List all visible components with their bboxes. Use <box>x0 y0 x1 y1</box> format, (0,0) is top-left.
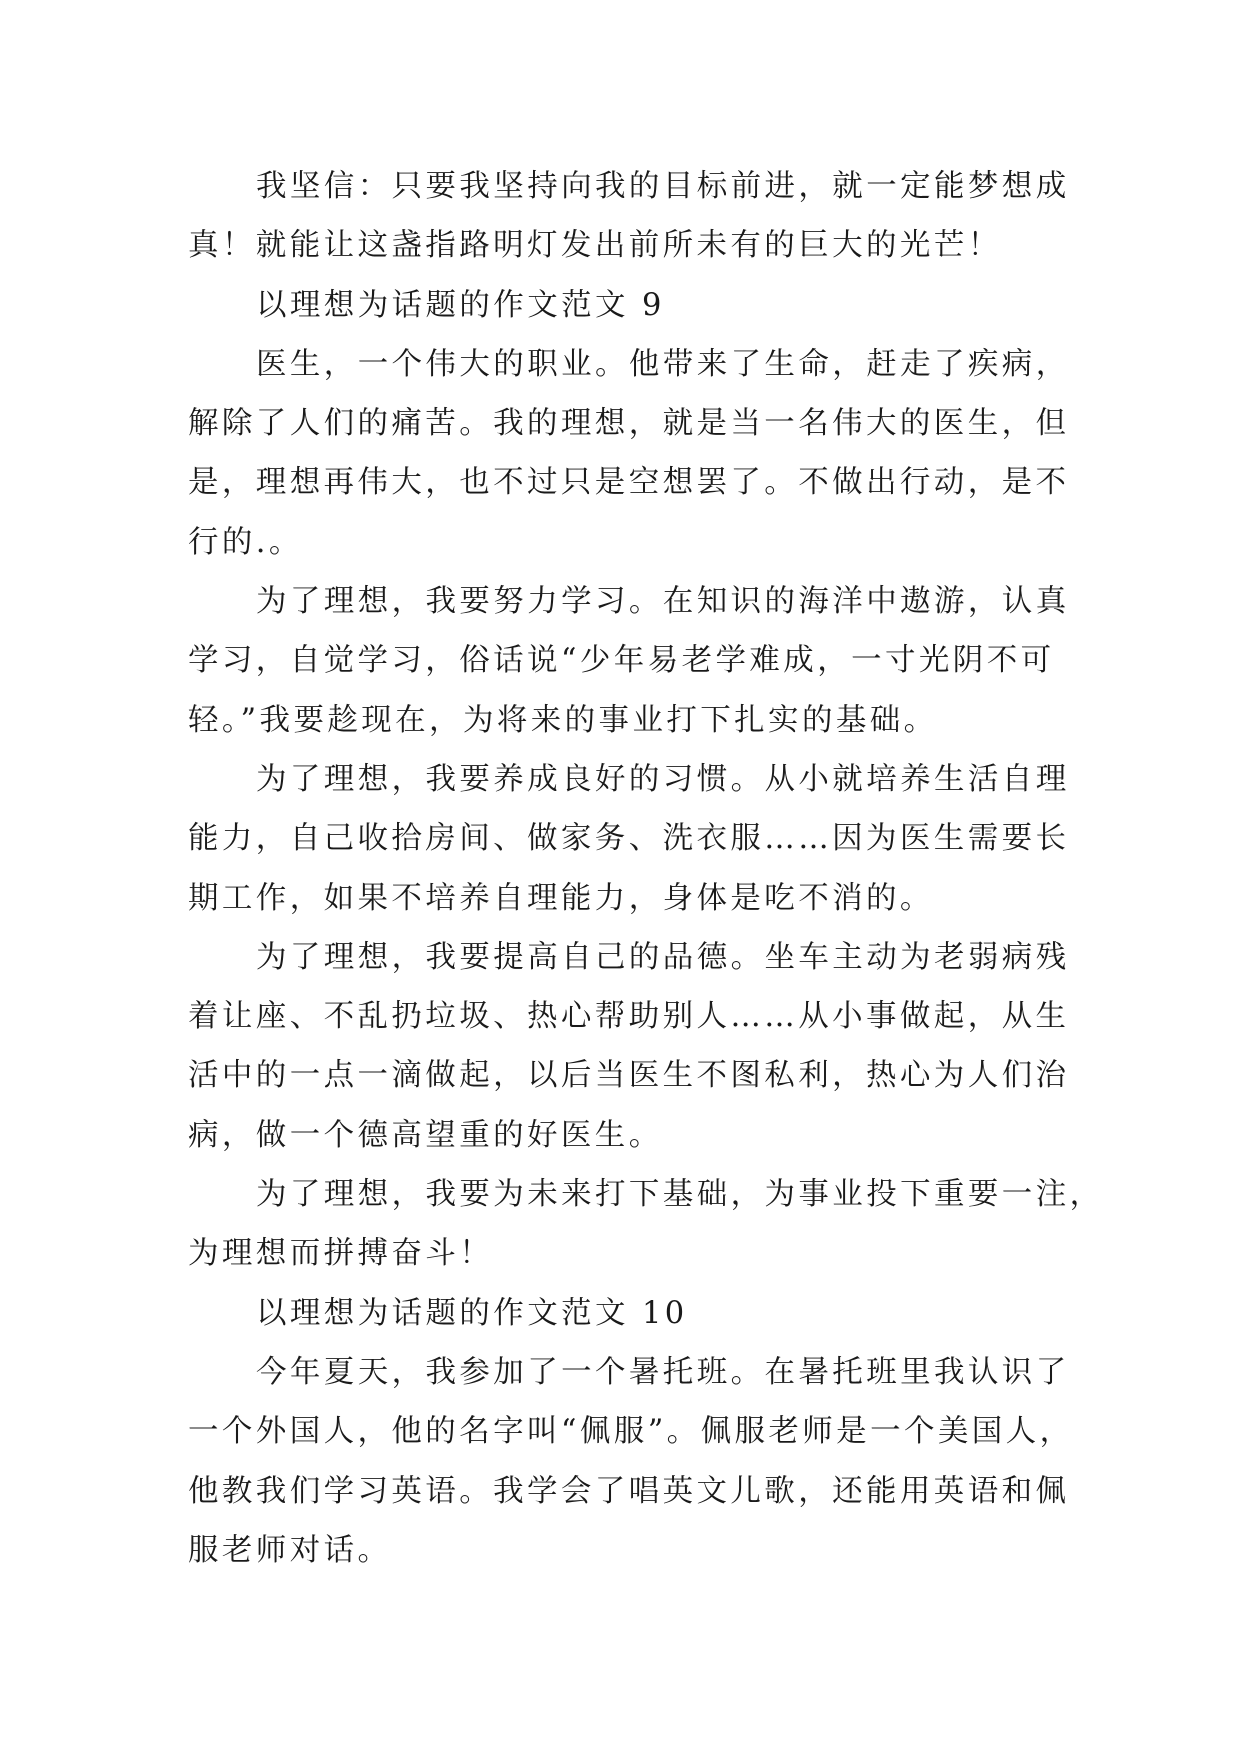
text-line: 行的.。 <box>188 524 303 560</box>
paragraph <box>188 1165 1104 1284</box>
paragraph <box>188 750 1070 928</box>
text-line: 一个外国人，他的名字叫“佩服”。佩服老师是一个美国人， <box>188 1414 1074 1450</box>
text-line: 今年夏天，我参加了一个暑托班。在暑托班里我认识了 <box>256 1354 1070 1390</box>
paragraph <box>188 157 1070 276</box>
text-line: 为了理想，我要提高自己的品德。坐车主动为老弱病残 <box>256 939 1070 975</box>
text-line: 为了理想，我要为未来打下基础，为事业投下重要一注， <box>256 1177 1104 1213</box>
text-line: 医生，一个伟大的职业。他带来了生命，赶走了疾病， <box>256 346 1070 382</box>
text-line: 为了理想，我要努力学习。在知识的海洋中遨游，认真 <box>256 584 1070 620</box>
paragraph <box>188 572 1070 750</box>
text-line: 为了理想，我要养成良好的习惯。从小就培养生活自理 <box>256 761 1070 797</box>
text-line: 真！就能让这盏指路明灯发出前所未有的巨大的光芒！ <box>188 228 1002 264</box>
text-line: 是，理想再伟大，也不过只是空想罢了。不做出行动，是不 <box>188 465 1070 501</box>
text-line: 他教我们学习英语。我学会了唱英文儿歌，还能用英语和佩 <box>188 1473 1070 1509</box>
text-line: 我坚信：只要我坚持向我的目标前进，就一定能梦想成 <box>256 169 1070 204</box>
text-line: 着让座、不乱扔垃圾、热心帮助别人……从小事做起，从生 <box>188 999 1070 1035</box>
text-line: 服老师对话。 <box>188 1532 392 1568</box>
text-line: 病，做一个德高望重的好医生。 <box>188 1117 663 1153</box>
text-line: 解除了人们的痛苦。我的理想，就是当一名伟大的医生，但 <box>188 406 1070 442</box>
text-line: 期工作，如果不培养自理能力，身体是吃不消的。 <box>188 880 934 916</box>
section-heading <box>188 1284 1054 1343</box>
text-line: 能力，自己收拾房间、做家务、洗衣服……因为医生需要长 <box>188 821 1070 857</box>
paragraph <box>188 928 1070 1165</box>
heading-text: 以理想为话题的作文范文 9 <box>256 287 665 323</box>
section-heading <box>188 276 1054 335</box>
document-body <box>188 157 1104 1580</box>
paragraph <box>188 1343 1074 1580</box>
paragraph <box>188 335 1070 572</box>
text-line: 轻。”我要趁现在，为将来的事业打下扎实的基础。 <box>188 702 938 738</box>
heading-text: 以理想为话题的作文范文 10 <box>256 1295 688 1331</box>
text-line: 为理想而拼搏奋斗！ <box>188 1236 494 1272</box>
text-line: 活中的一点一滴做起，以后当医生不图私利，热心为人们治 <box>188 1058 1070 1094</box>
text-line: 学习，自觉学习，俗话说“少年易老学难成，一寸光阴不可 <box>188 643 1055 679</box>
